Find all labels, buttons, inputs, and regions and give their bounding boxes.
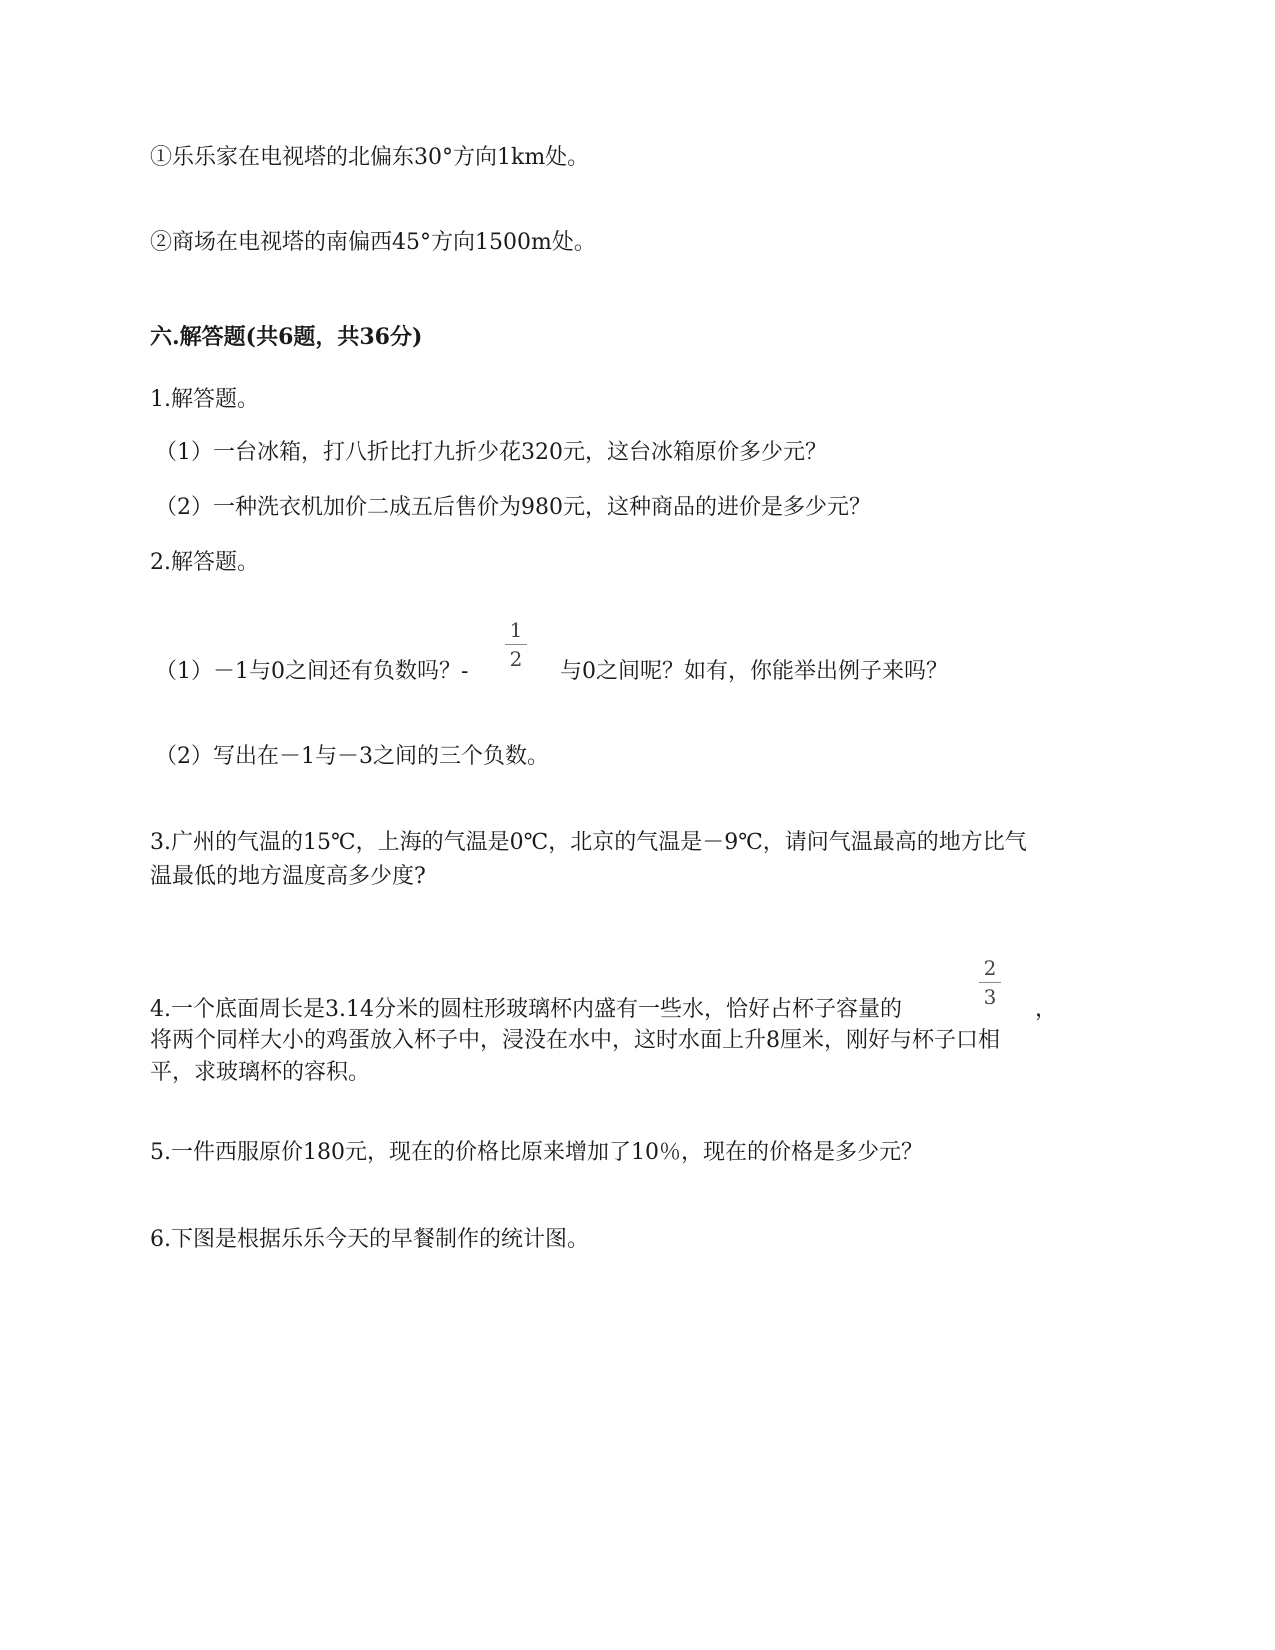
question-6: 6.下图是根据乐乐今天的早餐制作的统计图。 bbox=[150, 1227, 589, 1252]
question-2-part-1-after: 与0之间呢？如有，你能举出例子来吗？ bbox=[560, 659, 948, 684]
fraction-denominator: 2 bbox=[509, 647, 523, 671]
fraction-denominator: 3 bbox=[983, 985, 997, 1009]
direction-item-2: ②商场在电视塔的南偏西45°方向1500m处。 bbox=[150, 230, 596, 255]
direction-item-1: ①乐乐家在电视塔的北偏东30°方向1km处。 bbox=[150, 145, 590, 170]
fraction-one-half bbox=[501, 618, 531, 671]
question-4-line-3: 平，求玻璃杯的容积。 bbox=[150, 1060, 371, 1085]
question-1-title: 1.解答题。 bbox=[150, 387, 259, 412]
question-1-part-2: （2）一种洗衣机加价二成五后售价为980元，这种商品的进价是多少元？ bbox=[155, 495, 871, 520]
question-2-title: 2.解答题。 bbox=[150, 550, 259, 575]
question-2-part-1-before: （1）－1与0之间还有负数吗？- bbox=[155, 659, 469, 684]
fraction-numerator: 1 bbox=[509, 618, 523, 642]
question-3-line-2: 温最低的地方温度高多少度? bbox=[150, 864, 426, 889]
question-5: 5.一件西服原价180元，现在的价格比原来增加了10％，现在的价格是多少元？ bbox=[150, 1140, 923, 1165]
fraction-bar bbox=[505, 644, 527, 645]
question-4-comma: ， bbox=[1035, 997, 1058, 1022]
question-1-part-1: （1）一台冰箱，打八折比打九折少花320元，这台冰箱原价多少元？ bbox=[155, 440, 827, 465]
section-title: 六.解答题(共6题，共36分) bbox=[150, 324, 423, 350]
fraction-bar bbox=[979, 982, 1001, 983]
question-4-line-1: 4.一个底面周长是3.14分米的圆柱形玻璃杯内盛有一些水，恰好占杯子容量的 bbox=[150, 997, 902, 1022]
question-3-line-1: 3.广州的气温的15℃，上海的气温是0℃，北京的气温是－9℃，请问气温最高的地方比气 bbox=[150, 830, 1027, 855]
fraction-numerator: 2 bbox=[983, 956, 997, 980]
fraction-two-thirds bbox=[975, 956, 1005, 1009]
question-4-line-2: 将两个同样大小的鸡蛋放入杯子中，浸没在水中，这时水面上升8厘米，刚好与杯子口相 bbox=[150, 1028, 1000, 1053]
question-2-part-2: （2）写出在－1与－3之间的三个负数。 bbox=[155, 744, 549, 769]
